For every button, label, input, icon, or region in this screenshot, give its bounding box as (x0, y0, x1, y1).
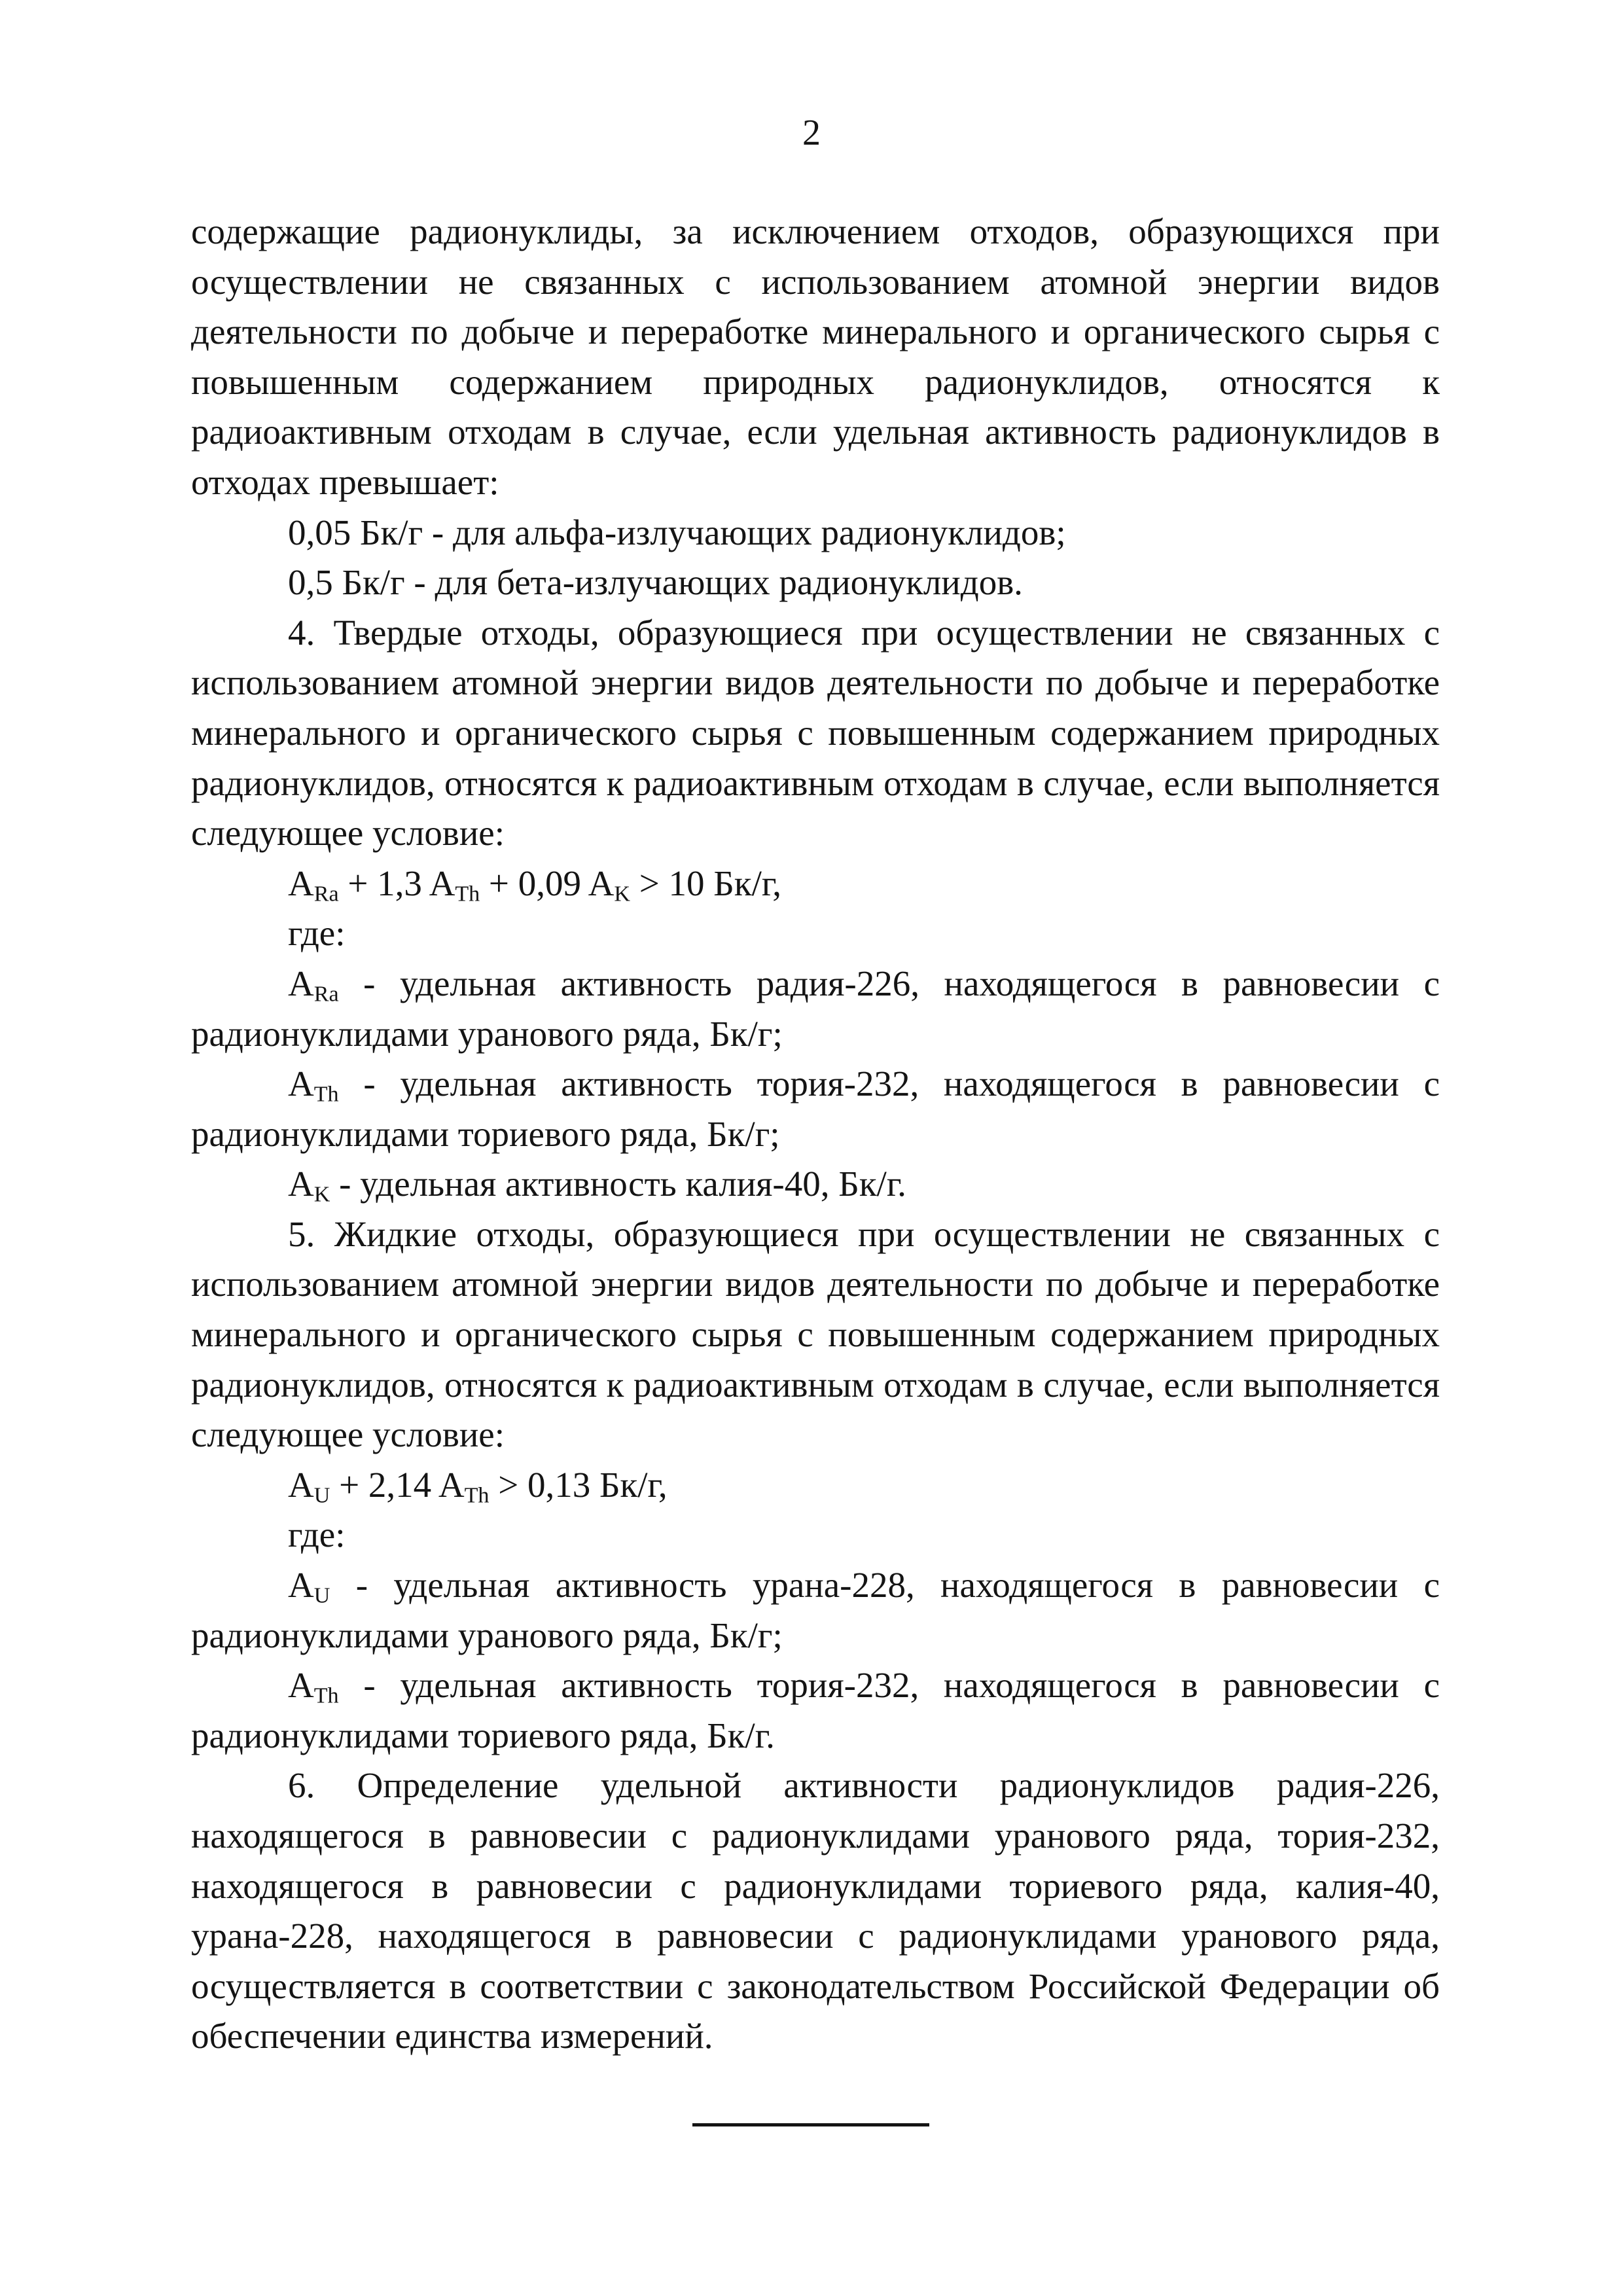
section-5-formula: $A_U + 2,14$ $A_{Th} > 0,13$ Бк/г, (288, 1464, 668, 1508)
section-5-where-label: где: (288, 1515, 346, 1555)
section-4-paragraph: 4. Твердые отходы, образующиеся при осуществлении не связанных с использованием атомной энергии видов деятельности по добыче и переработке минерального и органического сырья с повышенным содержанием природных радионуклидов, относятся к радиоактивным отходам в случае, если выполняется следующее условие: (191, 612, 1440, 853)
definition-a-u: $A_U$ - удельная активность урана-228, находящегося в равновесии с радионуклидами уранового ряда, Бк/г; (191, 1565, 1440, 1655)
definition-a-ra: $A_{Ra}$ - удельная активность радия-226, находящегося в равновесии с радионуклидами уранового ряда, Бк/г; (191, 963, 1440, 1054)
section-4-formula: $A_{Ra} + 1,3$ $A_{Th} + 0,09$ $A_K > 10$ Бк/г, (288, 863, 781, 906)
alpha-threshold-item: 0,05 Бк/г - для альфа-излучающих радионуклидов; (288, 512, 1066, 552)
definition-a-k: $A_K$ - удельная активность калия-40, Бк/г. (288, 1164, 906, 1207)
intro-paragraph: содержащие радионуклиды, за исключением отходов, образующихся при осуществлении не связанных с использованием атомной энергии видов деятельности по добыче и переработке минерального и органического сырья с повышенным содержанием природных радионуклидов, относятся к радиоактивным отходам в случае, если удельная активность радионуклидов в отходах превышает: (191, 211, 1440, 502)
document-body (191, 207, 1440, 2062)
definition-a-th-2: $A_{Th}$ - удельная активность тория-232, находящегося в равновесии с радионуклидами ториевого ряда, Бк/г. (191, 1665, 1440, 1755)
section-5-paragraph: 5. Жидкие отходы, образующиеся при осуществлении не связанных с использованием атомной энергии видов деятельности по добыче и переработке минерального и органического сырья с повышенным содержанием природных радионуклидов, относятся к радиоактивным отходам в случае, если выполняется следующее условие: (191, 1213, 1440, 1455)
section-4-where-label: где: (288, 913, 346, 954)
section-6-paragraph: 6. Определение удельной активности радионуклидов радия-226, находящегося в равновесии с радионуклидами уранового ряда, тория-232, находящегося в равновесии с радионуклидами ториевого ряда, калия-40, урана-228, находящегося в равновесии с радионуклидами уранового ряда, осуществляется в соответствии с законодательством Российской Федерации об обеспечении единства измерений. (191, 1765, 1440, 2056)
end-divider (692, 2123, 929, 2126)
beta-threshold-item: 0,5 Бк/г - для бета-излучающих радионуклидов. (288, 562, 1023, 603)
definition-a-th: $A_{Th}$ - удельная активность тория-232, находящегося в равновесии с радионуклидами ториевого ряда, Бк/г; (191, 1064, 1440, 1154)
page-number: 2 (802, 113, 821, 153)
